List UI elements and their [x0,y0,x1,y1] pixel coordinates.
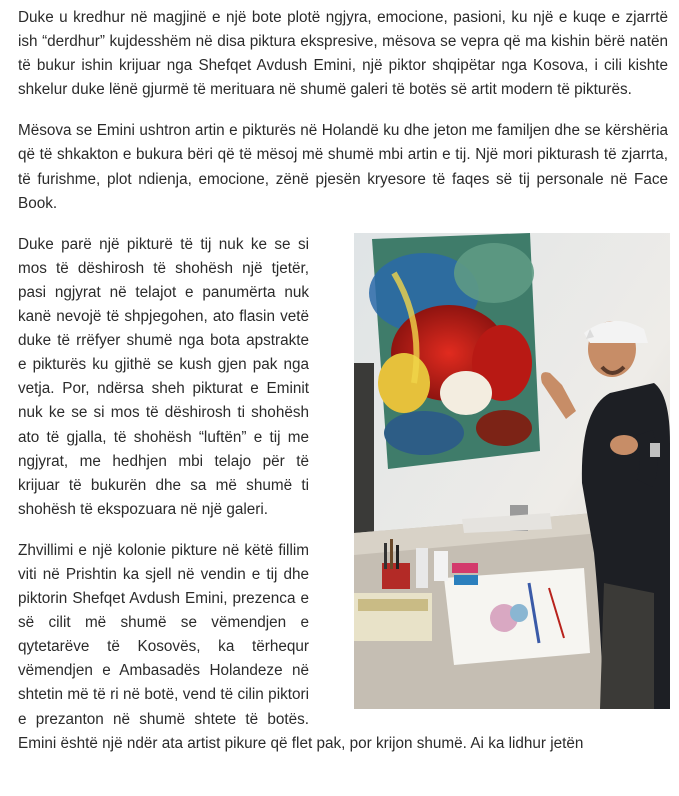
artist-photo-illustration [354,233,670,709]
article-paragraph-1: Duke u kredhur në magjinë e një bote plotë ngjyra, emocione, pasioni, ku një e kuqe e zjarrtë ish “derdhur” kujdesshëm në disa piktura ekspresive, mësova se vepra që ma kishin bërë natën të bukur ishin krijuar nga Shefqet Avdush Emini, një piktor shqipëtar nga Kosova, i cili kishte shkelur duke lënë gjurmë të merituara në shumë galeri të botës së artit modern të pikturës. [18,9,668,99]
painting [369,233,540,469]
artist-photo [354,233,670,709]
article-paragraph-2: Mësova se Emini ushtron artin e pikturës në Holandë ku dhe jeton me familjen dhe se kërshëria që të shkakton e bukura bëri që të mësoj më shumë mbi artin e tij. Një mori pikturash të zjarrta, të furishme, plot ndienja, emocione, zënë pjesën kryesore të faqes së tij personale në Face Book. [18,122,668,212]
article-paragraph-4: Zhvillimi e një kolonie pikture në këtë fillim viti në Prishtin ka sjell në vendin e tij dhe piktorin Shefqet Avdush Emini, prezenca e së cilit më shumë se vëmendjen e qytetarëve të Kosovës, ka tërhequr vëmendjen e Ambasadës Holandeze në shtetin më të ri në botë, vend të cilin piktori e prezanton në shumë shtete të botës. Emini është një ndër ata artist pikure që flet pak, por krijon shumë. Ai ka lidhur jetën [18,541,584,752]
article-paragraph-3: Duke parë një pikturë të tij nuk ke se si mos të dëshirosh të shohësh një tjetër, pasi ngjyrat në telajot e panumërta nuk kanë nevojë të shpjegohen, ato flasin vetë duke të rrëfyer shumë nga bota apstrakte e pikturës ku gjithë se kush gjen pak nga vetja. Por, ndërsa sheh pikturat e Eminit nuk ke se si mos të dëshirosh ti shohësh ato të gjalla, të shohësh “luftën” e tij me ngjyrat, me hedhjen mbi telajo për të krijuar të bukurën dhe sa më shumë ti shohësh të ekspozuara në një galeri. [18,235,309,518]
